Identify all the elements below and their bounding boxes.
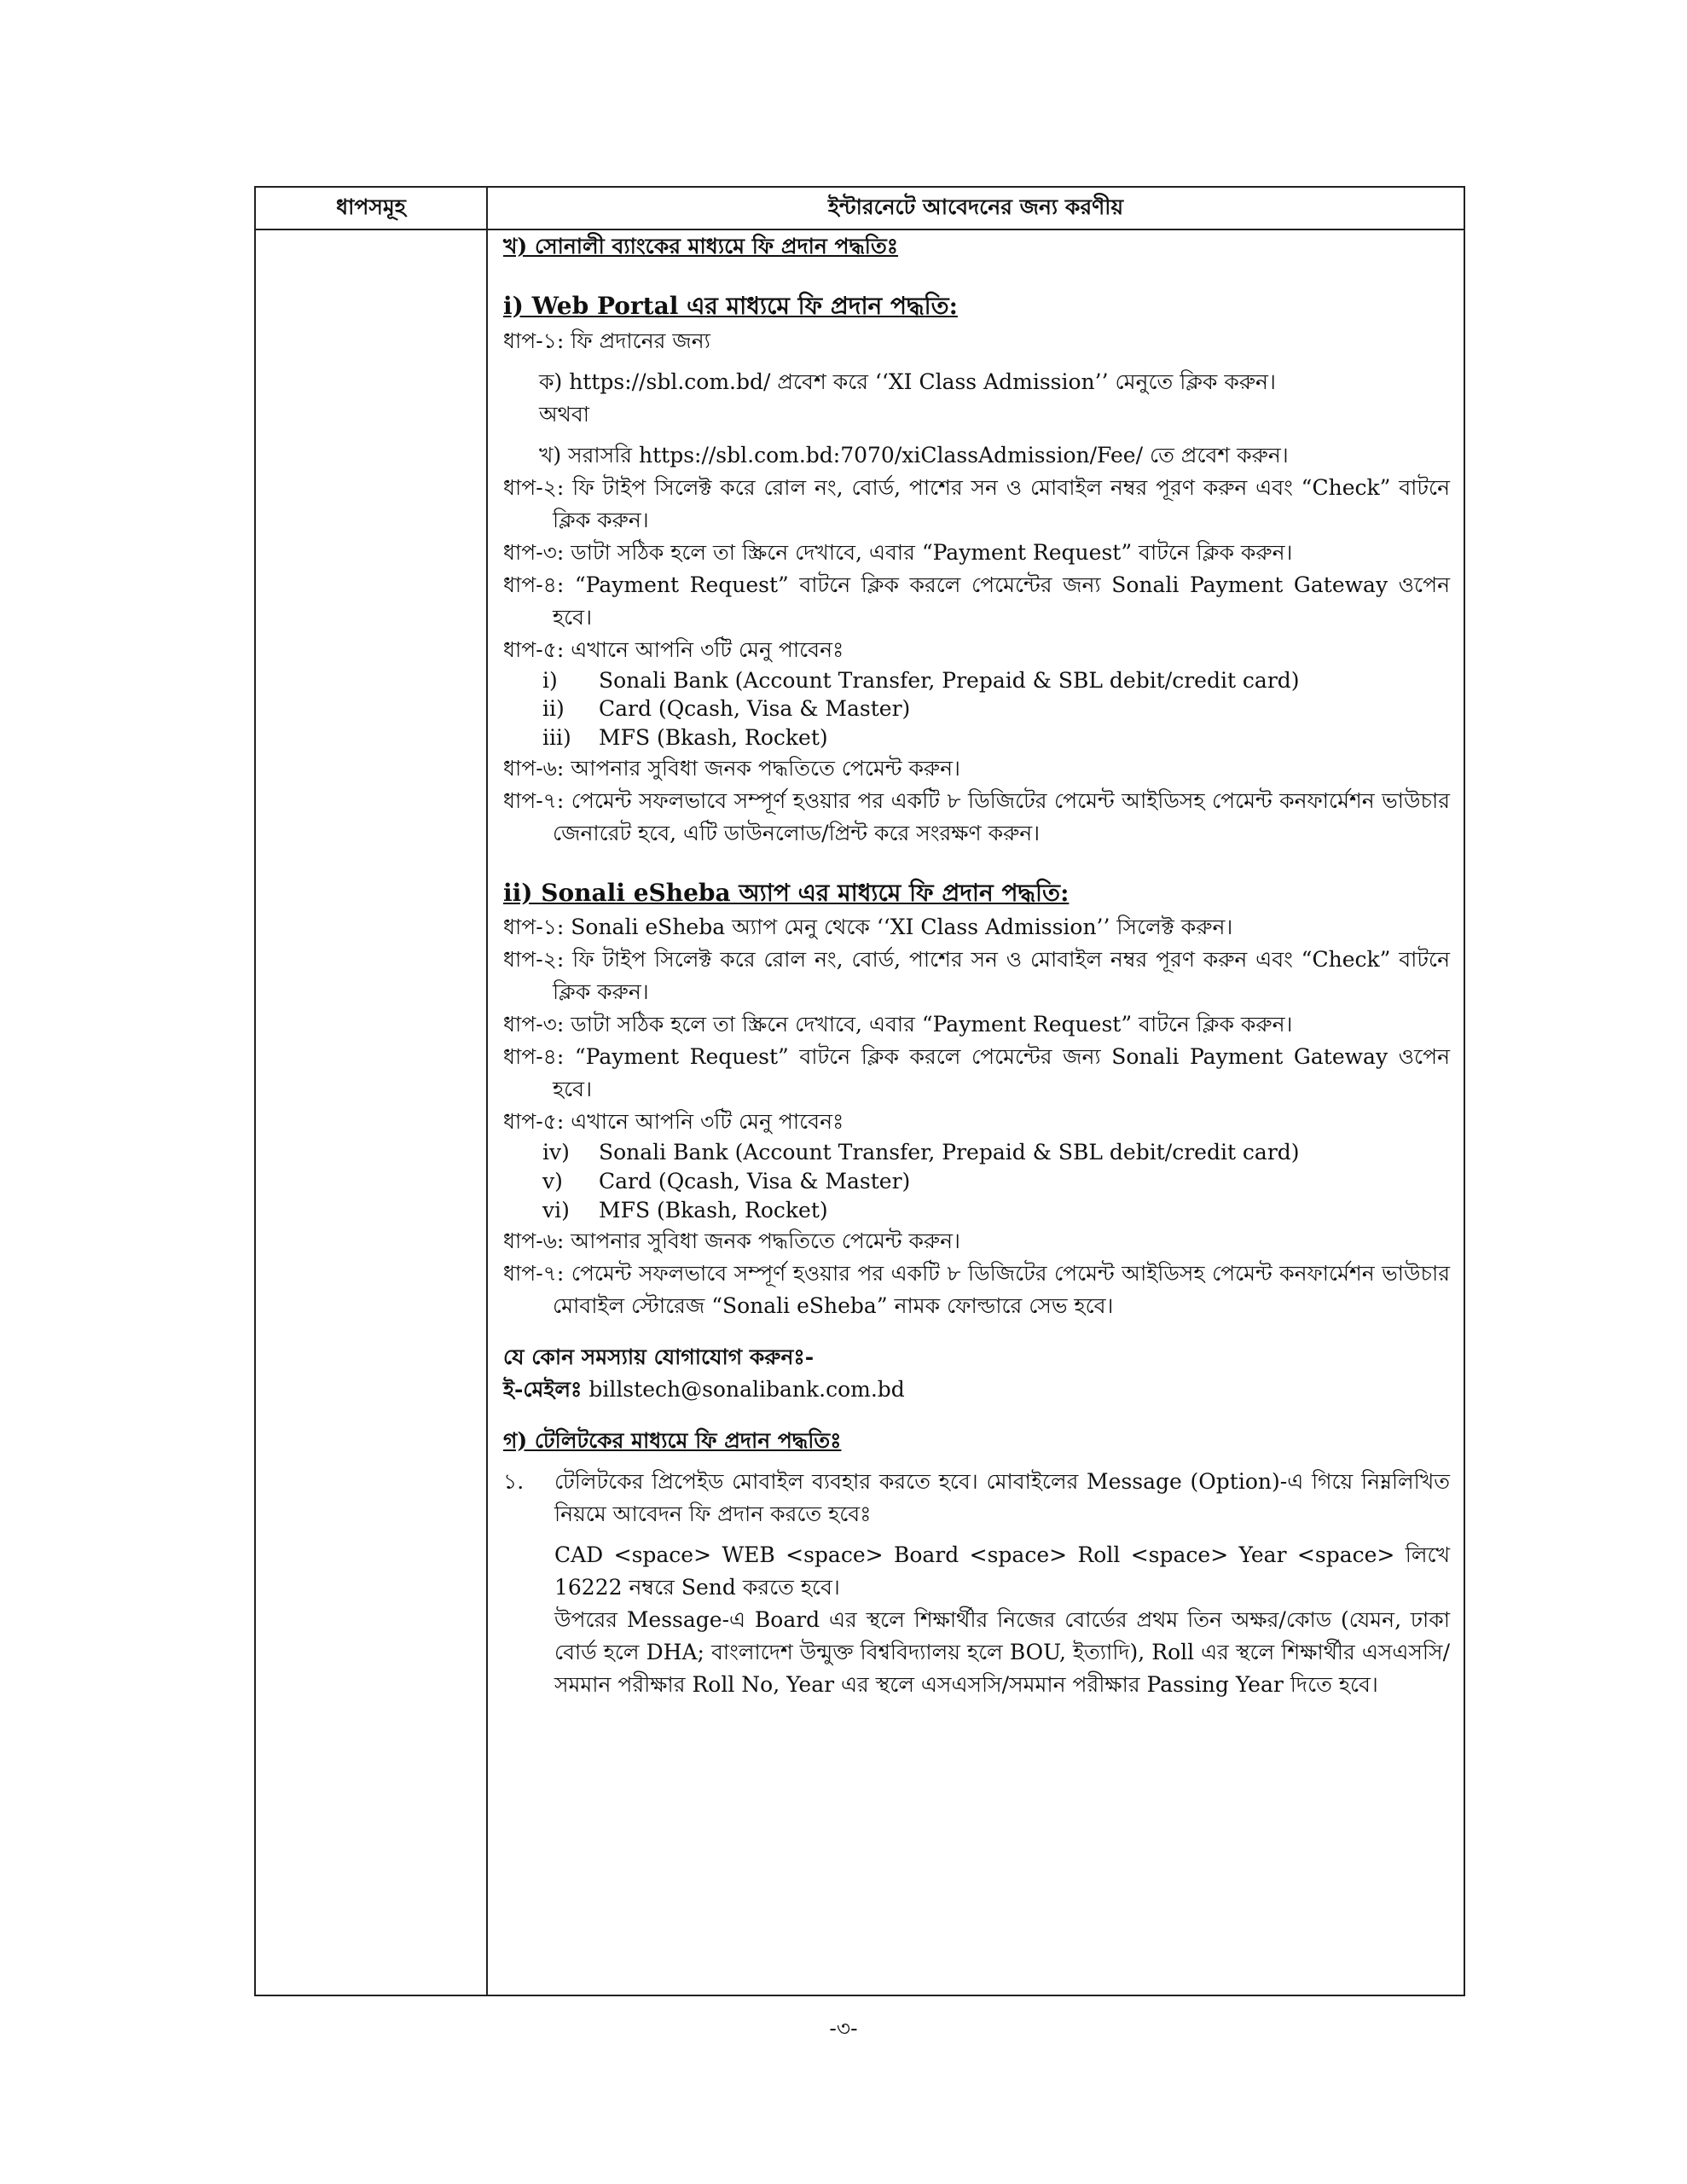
teletalk-item-text: টেলিটকের প্রিপেইড মোবাইল ব্যবহার করতে হবে। মোবাইলের Message (Option)-এ গিয়ে নিম্নলিখিত নিয়মে আবেদন ফি প্রদান করতে হবেঃ bbox=[554, 1468, 1450, 1526]
list-item-number: vi) bbox=[542, 1197, 570, 1223]
list-item-text: Card (Qcash, Visa & Master) bbox=[599, 1169, 911, 1194]
list-item-number: iii) bbox=[542, 725, 571, 751]
esheba-step-7: ধাপ-৭: পেমেন্ট সফলভাবে সম্পূর্ণ হওয়ার পর একটি ৮ ডিজিটের পেমেন্ট আইডিসহ পেমেন্ট কনফার্মেশন ভাউচার মোবাইল স্টোরেজ “Sonali eSheba” নামক ফোল্ডারে সেভ হবে। bbox=[503, 1260, 1450, 1318]
section-ga-title: গ) টেলিটকের মাধ্যমে ফি প্রদান পদ্ধতিঃ bbox=[503, 1427, 842, 1453]
list-item bbox=[542, 666, 1450, 695]
esheba-title-text: Sonali eSheba অ্যাপ এর মাধ্যমে ফি প্রদান পদ্ধতি: bbox=[541, 878, 1070, 907]
esheba-step-3: ধাপ-৩: ডাটা সঠিক হলে তা স্ক্রিনে দেখাবে, এবার “Payment Request” বাটনে ক্লিক করুন। bbox=[503, 1012, 1293, 1037]
esheba-title bbox=[503, 875, 1450, 912]
web-portal-step-4: ধাপ-৪: “Payment Request” বাটনে ক্লিক করলে পেমেন্টের জন্য Sonali Payment Gateway ওপেন হবে। bbox=[503, 572, 1450, 630]
web-portal-step-6: ধাপ-৬: আপনার সুবিধা জনক পদ্ধতিতে পেমেন্ট করুন। bbox=[503, 755, 960, 781]
page-number: -৩- bbox=[829, 2016, 858, 2041]
esheba-step-6: ধাপ-৬: আপনার সুবিধা জনক পদ্ধতিতে পেমেন্ট করুন। bbox=[503, 1228, 960, 1253]
instructions-content bbox=[503, 230, 1450, 1701]
section-kha-title: খ) সোনালী ব্যাংকের মাধ্যমে ফি প্রদান পদ্ধতিঃ bbox=[503, 234, 899, 258]
list-item-text: Sonali Bank (Account Transfer, Prepaid & SBL debit/credit card) bbox=[599, 1140, 1300, 1165]
list-item bbox=[542, 1196, 1450, 1225]
web-portal-step-7: ধাপ-৭: পেমেন্ট সফলভাবে সম্পূর্ণ হওয়ার পর একটি ৮ ডিজিটের পেমেন্ট আইডিসহ পেমেন্ট কনফার্মেশন ভাউচার জেনারেট হবে, এটি ডাউনলোড/প্রিন্ট করে সংরক্ষণ করুন। bbox=[503, 787, 1450, 845]
web-portal-step-3: ধাপ-৩: ডাটা সঠিক হলে তা স্ক্রিনে দেখাবে, এবার “Payment Request” বাটনে ক্লিক করুন। bbox=[503, 539, 1293, 565]
web-portal-step-1-or: অথবা bbox=[539, 401, 590, 427]
header-steps: ধাপসমূহ bbox=[336, 194, 406, 219]
web-portal-title bbox=[503, 288, 1450, 325]
list-item bbox=[542, 1167, 1450, 1196]
esheba-menu-list bbox=[503, 1138, 1450, 1224]
contact-heading: যে কোন সমস্যায় যোগাযোগ করুনঃ- bbox=[503, 1344, 815, 1369]
contact-email bbox=[503, 1374, 1450, 1406]
esheba-step-4: ধাপ-৪: “Payment Request” বাটনে ক্লিক করলে পেমেন্টের জন্য Sonali Payment Gateway ওপেন হবে। bbox=[503, 1044, 1450, 1102]
list-item bbox=[542, 723, 1450, 752]
list-item-number: iv) bbox=[542, 1140, 570, 1165]
teletalk-item-number: ১. bbox=[503, 1468, 525, 1494]
table-header-row bbox=[256, 188, 1464, 230]
esheba-step-1: ধাপ-১: Sonali eSheba অ্যাপ মেনু থেকে ‘‘XI Class Admission’’ সিলেক্ট করুন। bbox=[503, 915, 1233, 940]
list-item bbox=[542, 694, 1450, 723]
list-item-text: MFS (Bkash, Rocket) bbox=[599, 725, 828, 751]
web-portal-step-1-option-b: খ) সরাসরি https://sbl.com.bd:7070/xiClassAdmission/Fee/ তে প্রবেশ করুন। bbox=[539, 442, 1289, 468]
list-item-text: Card (Qcash, Visa & Master) bbox=[599, 696, 911, 722]
esheba-step-2: ধাপ-২: ফি টাইপ সিলেক্ট করে রোল নং, বোর্ড, পাশের সন ও মোবাইল নম্বর পূরণ করুন এবং “Check” বাটনে ক্লিক করুন। bbox=[503, 947, 1450, 1005]
teletalk-item-1 bbox=[503, 1466, 1450, 1531]
sms-explanation: উপরের Message-এ Board এর স্থলে শিক্ষার্থীর নিজের বোর্ডের প্রথম তিন অক্ষর/কোড (যেমন, ঢাকা বোর্ড হলে DHA; বাংলাদেশ উন্মুক্ত বিশ্ববিদ্যালয় হলে BOU, ইত্যাদি), Roll এর স্থলে শিক্ষার্থীর এসএসসি/সমমান পরীক্ষার Roll No, Year এর স্থলে এসএসসি/সমমান পরীক্ষার Passing Year দিতে হবে। bbox=[554, 1606, 1450, 1697]
web-portal-step-1: ধাপ-১: ফি প্রদানের জন্য bbox=[503, 328, 710, 353]
web-portal-title-text: Web Portal এর মাধ্যমে ফি প্রদান পদ্ধতি: bbox=[531, 292, 958, 320]
esheba-step-5: ধাপ-৫: এখানে আপনি ৩টি মেনু পাবেনঃ bbox=[503, 1109, 844, 1135]
web-portal-step-1-option-a: ক) https://sbl.com.bd/ প্রবেশ করে ‘‘XI Class Admission’’ মেনুতে ক্লিক করুন। bbox=[539, 369, 1276, 394]
instructions-table bbox=[254, 186, 1465, 1996]
web-portal-step-5: ধাপ-৫: এখানে আপনি ৩টি মেনু পাবেনঃ bbox=[503, 636, 844, 662]
web-portal-title-number: i) bbox=[503, 292, 532, 320]
list-item-text: Sonali Bank (Account Transfer, Prepaid & SBL debit/credit card) bbox=[599, 667, 1300, 693]
column-divider bbox=[486, 188, 488, 1995]
web-portal-menu-list bbox=[503, 666, 1450, 752]
list-item-number: i) bbox=[542, 667, 558, 693]
esheba-title-number: ii) bbox=[503, 878, 542, 907]
list-item-text: MFS (Bkash, Rocket) bbox=[599, 1197, 828, 1223]
email-address: billstech@sonalibank.com.bd bbox=[582, 1376, 905, 1402]
header-online-application-tasks: ইন্টারনেটে আবেদনের জন্য করণীয় bbox=[827, 194, 1124, 219]
list-item-number: ii) bbox=[542, 696, 565, 722]
email-label: ই-মেইলঃ bbox=[503, 1376, 583, 1402]
list-item-number: v) bbox=[542, 1169, 563, 1194]
sms-format: CAD <space> WEB <space> Board <space> Roll <space> Year <space> লিখে 16222 নম্বরে Send করতে হবে। bbox=[554, 1542, 1450, 1600]
web-portal-step-2: ধাপ-২: ফি টাইপ সিলেক্ট করে রোল নং, বোর্ড, পাশের সন ও মোবাইল নম্বর পূরণ করুন এবং “Check” বাটনে ক্লিক করুন। bbox=[503, 474, 1450, 532]
list-item bbox=[542, 1138, 1450, 1167]
